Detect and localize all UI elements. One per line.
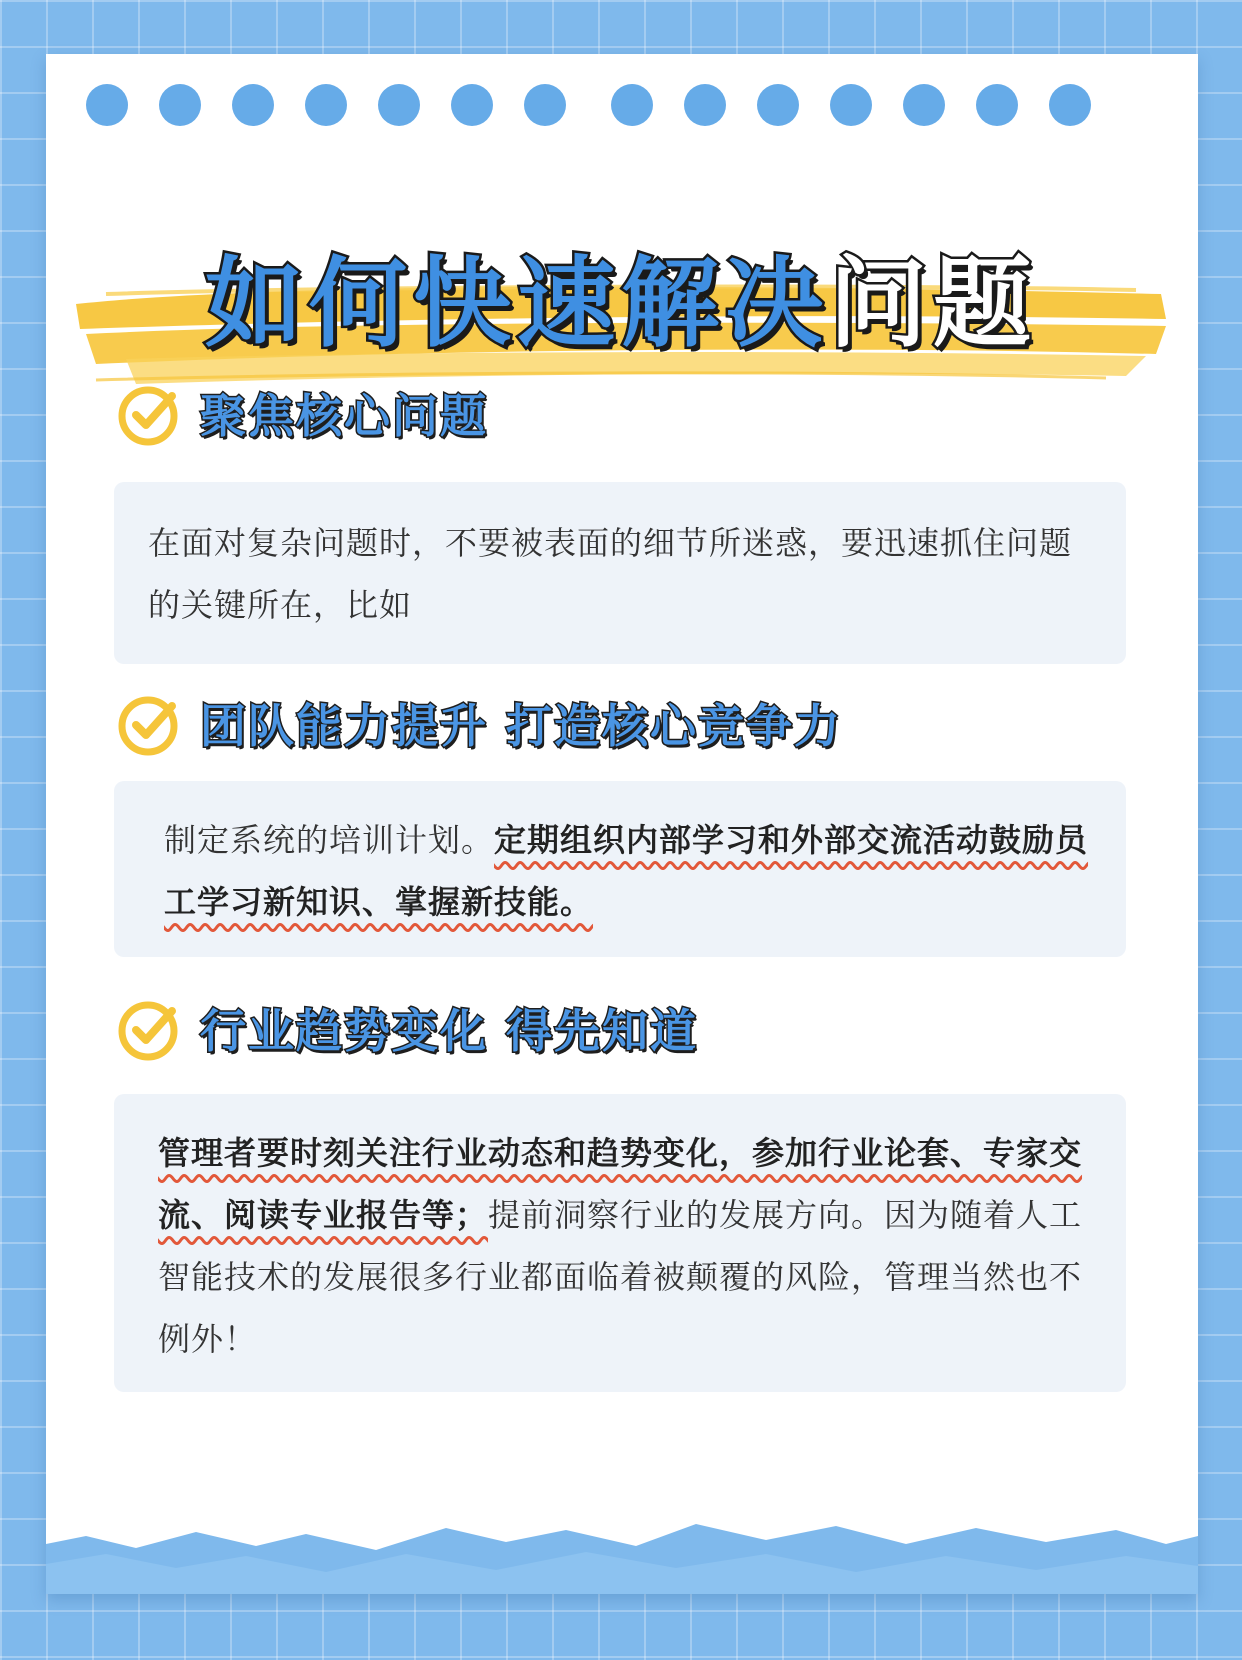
paper-card: [46, 54, 1198, 1594]
body-plain-text: 制定系统的培训计划。: [164, 821, 495, 859]
section-heading-2: [116, 694, 1116, 764]
title-block: [66, 194, 1176, 404]
binder-hole: [976, 84, 1018, 126]
section-card-1: [114, 482, 1126, 664]
section-card-3: [114, 1094, 1126, 1392]
binder-hole: [757, 84, 799, 126]
body-marked-text: 定期组织内部学习和外部交流活动鼓励员工学习新知识、掌握新技能。: [164, 821, 1089, 921]
check-circle-icon: [116, 999, 180, 1063]
section-heading-3: [116, 999, 1016, 1069]
section-card-2: [114, 781, 1126, 957]
section-title: 行业趋势变化 得先知道: [200, 1004, 699, 1058]
binder-holes: [46, 84, 1198, 134]
section-title: 团队能力提升 打造核心竞争力: [200, 699, 843, 753]
torn-paper-edge: [46, 1484, 1198, 1594]
binder-hole: [232, 84, 274, 126]
page-title: [66, 244, 1176, 364]
binder-hole: [611, 84, 653, 126]
binder-hole: [524, 84, 566, 126]
title-highlight-text: 问题: [829, 247, 1038, 361]
binder-hole: [305, 84, 347, 126]
section-title: 聚焦核心问题: [200, 389, 488, 443]
binder-hole: [451, 84, 493, 126]
binder-hole: [903, 84, 945, 126]
binder-hole: [1049, 84, 1091, 126]
binder-hole: [684, 84, 726, 126]
body-marked-text: 管理者要时刻关注行业动态和趋势变化，参加行业论套、专家交流、阅读专业报告等；: [158, 1134, 1083, 1234]
section-body-text: [114, 1094, 1126, 1398]
binder-hole: [86, 84, 128, 126]
body-plain-text: 提前洞察行业的发展方向。因为随着人工智能技术的发展很多行业都面临着被颠覆的风险，管理当然也不例外！: [158, 1196, 1083, 1358]
binder-hole: [830, 84, 872, 126]
section-body-text: [114, 781, 1126, 961]
binder-hole: [378, 84, 420, 126]
section-body-text: 在面对复杂问题时，不要被表面的细节所迷惑，要迅速抓住问题的关键所在，比如: [148, 524, 1073, 624]
check-circle-icon: [116, 694, 180, 758]
section-heading-1: [116, 384, 1016, 454]
check-circle-icon: [116, 384, 180, 448]
title-main-text: 如何快速解决: [204, 247, 829, 361]
binder-hole: [159, 84, 201, 126]
